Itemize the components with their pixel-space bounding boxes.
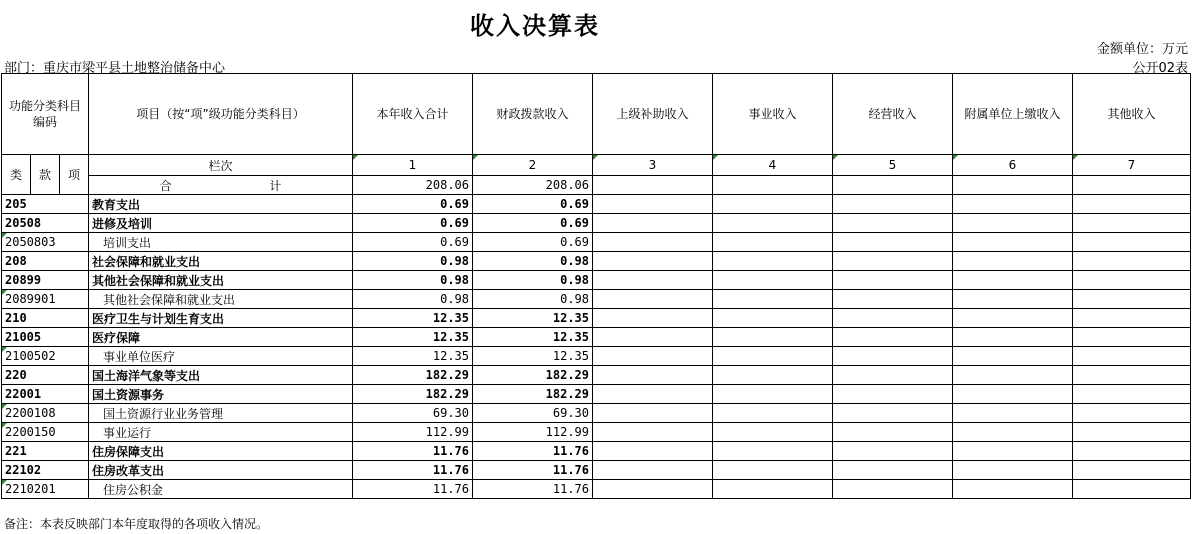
row-empty-col6 (953, 404, 1073, 423)
row-code: 2100502 (2, 347, 89, 366)
row-fiscal-income: 0.69 (473, 195, 593, 214)
header-col3: 上级补助收入 (593, 74, 713, 155)
row-empty-col7 (1073, 423, 1191, 442)
row-fiscal-income: 11.76 (473, 461, 593, 480)
row-total-income: 11.76 (353, 442, 473, 461)
row-name: 国土资源行业业务管理 (89, 404, 353, 423)
row-empty-col4 (713, 195, 833, 214)
row-code: 2089901 (2, 290, 89, 309)
row-name: 事业运行 (89, 423, 353, 442)
row-empty-col7 (1073, 214, 1191, 233)
table-row (2, 404, 1191, 423)
col-number-5: 5 (833, 155, 953, 176)
row-fiscal-income: 11.76 (473, 480, 593, 499)
table-row (2, 252, 1191, 271)
row-total-income: 12.35 (353, 328, 473, 347)
row-empty-col6 (953, 328, 1073, 347)
row-code: 220 (2, 366, 89, 385)
row-fiscal-income: 182.29 (473, 366, 593, 385)
row-name: 进修及培训 (89, 214, 353, 233)
row-total-income: 11.76 (353, 461, 473, 480)
row-empty-col7 (1073, 271, 1191, 290)
row-fiscal-income: 0.69 (473, 233, 593, 252)
row-name: 住房保障支出 (89, 442, 353, 461)
row-empty-col5 (833, 214, 953, 233)
row-empty-col6 (953, 423, 1073, 442)
total-col2: 208.06 (473, 176, 593, 195)
total-label (89, 176, 353, 195)
table-row (2, 423, 1191, 442)
row-empty-col6 (953, 347, 1073, 366)
row-empty-col6 (953, 442, 1073, 461)
row-empty-col6 (953, 480, 1073, 499)
row-empty-col7 (1073, 366, 1191, 385)
row-empty-col3 (593, 309, 713, 328)
row-code: 20899 (2, 271, 89, 290)
page-title: 收入决算表 (470, 12, 600, 40)
row-empty-col3 (593, 328, 713, 347)
row-empty-col6 (953, 252, 1073, 271)
row-fiscal-income: 12.35 (473, 328, 593, 347)
row-total-income: 12.35 (353, 309, 473, 328)
column-number-row (2, 155, 1191, 176)
row-total-income: 12.35 (353, 347, 473, 366)
row-empty-col7 (1073, 347, 1191, 366)
row-name: 住房公积金 (89, 480, 353, 499)
table-row (2, 195, 1191, 214)
row-empty-col3 (593, 347, 713, 366)
row-name: 社会保障和就业支出 (89, 252, 353, 271)
header-col7: 其他收入 (1073, 74, 1191, 155)
row-total-income: 0.69 (353, 195, 473, 214)
row-empty-col4 (713, 233, 833, 252)
header-lei: 类 (2, 155, 31, 195)
table-row (2, 461, 1191, 480)
row-total-income: 182.29 (353, 366, 473, 385)
header-col6: 附属单位上缴收入 (953, 74, 1073, 155)
row-empty-col4 (713, 404, 833, 423)
col-number-3: 3 (593, 155, 713, 176)
row-code: 205 (2, 195, 89, 214)
total-col1: 208.06 (353, 176, 473, 195)
row-empty-col6 (953, 461, 1073, 480)
row-empty-col4 (713, 271, 833, 290)
row-empty-col6 (953, 366, 1073, 385)
income-table (1, 73, 1191, 499)
row-empty-col5 (833, 290, 953, 309)
row-empty-col4 (713, 366, 833, 385)
row-empty-col3 (593, 271, 713, 290)
header-row (2, 74, 1191, 155)
row-fiscal-income: 12.35 (473, 347, 593, 366)
row-empty-col3 (593, 214, 713, 233)
row-empty-col5 (833, 385, 953, 404)
table-row (2, 347, 1191, 366)
row-empty-col3 (593, 252, 713, 271)
total-label-ji: 计 (269, 178, 282, 193)
row-empty-col5 (833, 271, 953, 290)
row-code: 2050803 (2, 233, 89, 252)
total-row (2, 176, 1191, 195)
row-empty-col6 (953, 233, 1073, 252)
table-row (2, 233, 1191, 252)
row-empty-col5 (833, 347, 953, 366)
row-name: 国土资源事务 (89, 385, 353, 404)
header-xiang: 项 (60, 155, 89, 195)
department-label: 部门：重庆市梁平县土地整治储备中心 (4, 61, 226, 76)
row-empty-col7 (1073, 252, 1191, 271)
row-name: 培训支出 (89, 233, 353, 252)
row-code: 210 (2, 309, 89, 328)
row-name: 住房改革支出 (89, 461, 353, 480)
col-number-1: 1 (353, 155, 473, 176)
row-total-income: 0.98 (353, 290, 473, 309)
row-name: 医疗保障 (89, 328, 353, 347)
table-row (2, 309, 1191, 328)
row-fiscal-income: 12.35 (473, 309, 593, 328)
row-code: 2200150 (2, 423, 89, 442)
row-empty-col7 (1073, 195, 1191, 214)
row-fiscal-income: 11.76 (473, 442, 593, 461)
row-empty-col5 (833, 480, 953, 499)
row-total-income: 112.99 (353, 423, 473, 442)
table-row (2, 442, 1191, 461)
row-empty-col5 (833, 252, 953, 271)
row-fiscal-income: 112.99 (473, 423, 593, 442)
row-code: 208 (2, 252, 89, 271)
header-col5: 经营收入 (833, 74, 953, 155)
row-empty-col3 (593, 385, 713, 404)
row-name: 其他社会保障和就业支出 (89, 290, 353, 309)
col-number-4: 4 (713, 155, 833, 176)
row-empty-col3 (593, 423, 713, 442)
row-empty-col5 (833, 404, 953, 423)
row-code: 20508 (2, 214, 89, 233)
row-empty-col4 (713, 480, 833, 499)
row-empty-col3 (593, 461, 713, 480)
row-empty-col3 (593, 195, 713, 214)
row-total-income: 0.98 (353, 271, 473, 290)
header-kuan: 款 (31, 155, 60, 195)
row-empty-col5 (833, 195, 953, 214)
row-empty-col4 (713, 252, 833, 271)
col-number-6: 6 (953, 155, 1073, 176)
row-empty-col5 (833, 442, 953, 461)
row-empty-col7 (1073, 480, 1191, 499)
row-empty-col7 (1073, 385, 1191, 404)
header-code-group: 功能分类科目编码 (2, 74, 89, 155)
row-code: 2200108 (2, 404, 89, 423)
row-empty-col5 (833, 309, 953, 328)
row-fiscal-income: 69.30 (473, 404, 593, 423)
row-empty-col5 (833, 328, 953, 347)
table-row (2, 366, 1191, 385)
row-total-income: 0.69 (353, 233, 473, 252)
row-empty-col3 (593, 290, 713, 309)
row-empty-col5 (833, 366, 953, 385)
row-name: 医疗卫生与计划生育支出 (89, 309, 353, 328)
row-code: 22001 (2, 385, 89, 404)
row-code: 22102 (2, 461, 89, 480)
row-total-income: 69.30 (353, 404, 473, 423)
row-name: 教育支出 (89, 195, 353, 214)
header-item: 项目（按“项”级功能分类科目） (89, 74, 353, 155)
header-col2: 财政拨款收入 (473, 74, 593, 155)
row-empty-col4 (713, 290, 833, 309)
row-empty-col4 (713, 309, 833, 328)
row-code: 2210201 (2, 480, 89, 499)
row-empty-col6 (953, 271, 1073, 290)
header-lanci: 栏次 (89, 155, 353, 176)
footnote: 备注：本表反映部门本年度取得的各项收入情况。 (4, 517, 269, 531)
row-empty-col5 (833, 423, 953, 442)
row-total-income: 0.98 (353, 252, 473, 271)
row-empty-col7 (1073, 309, 1191, 328)
table-row (2, 290, 1191, 309)
total-label-he: 合 (159, 178, 172, 193)
row-empty-col6 (953, 385, 1073, 404)
row-name: 事业单位医疗 (89, 347, 353, 366)
row-name: 其他社会保障和就业支出 (89, 271, 353, 290)
row-empty-col4 (713, 385, 833, 404)
row-empty-col7 (1073, 328, 1191, 347)
row-empty-col3 (593, 442, 713, 461)
row-empty-col4 (713, 214, 833, 233)
row-empty-col7 (1073, 233, 1191, 252)
row-fiscal-income: 0.98 (473, 252, 593, 271)
row-empty-col7 (1073, 404, 1191, 423)
row-empty-col6 (953, 309, 1073, 328)
row-empty-col7 (1073, 442, 1191, 461)
row-empty-col5 (833, 233, 953, 252)
table-row (2, 271, 1191, 290)
row-empty-col7 (1073, 461, 1191, 480)
row-name: 国土海洋气象等支出 (89, 366, 353, 385)
table-row (2, 385, 1191, 404)
row-fiscal-income: 0.98 (473, 290, 593, 309)
row-fiscal-income: 0.98 (473, 271, 593, 290)
form-number: 公开02表 (1132, 61, 1188, 76)
row-total-income: 182.29 (353, 385, 473, 404)
row-fiscal-income: 0.69 (473, 214, 593, 233)
row-empty-col3 (593, 404, 713, 423)
row-empty-col5 (833, 461, 953, 480)
row-empty-col4 (713, 328, 833, 347)
table-row (2, 480, 1191, 499)
row-code: 221 (2, 442, 89, 461)
header-col4: 事业收入 (713, 74, 833, 155)
row-empty-col4 (713, 442, 833, 461)
col-number-7: 7 (1073, 155, 1191, 176)
row-empty-col4 (713, 423, 833, 442)
row-empty-col6 (953, 195, 1073, 214)
row-empty-col7 (1073, 290, 1191, 309)
row-empty-col6 (953, 214, 1073, 233)
table-row (2, 214, 1191, 233)
amount-unit: 金额单位：万元 (1096, 42, 1188, 57)
row-empty-col3 (593, 233, 713, 252)
row-empty-col3 (593, 480, 713, 499)
header-col1: 本年收入合计 (353, 74, 473, 155)
col-number-2: 2 (473, 155, 593, 176)
row-empty-col4 (713, 461, 833, 480)
row-empty-col6 (953, 290, 1073, 309)
row-empty-col4 (713, 347, 833, 366)
row-total-income: 11.76 (353, 480, 473, 499)
row-code: 21005 (2, 328, 89, 347)
row-empty-col3 (593, 366, 713, 385)
table-row (2, 328, 1191, 347)
row-total-income: 0.69 (353, 214, 473, 233)
row-fiscal-income: 182.29 (473, 385, 593, 404)
